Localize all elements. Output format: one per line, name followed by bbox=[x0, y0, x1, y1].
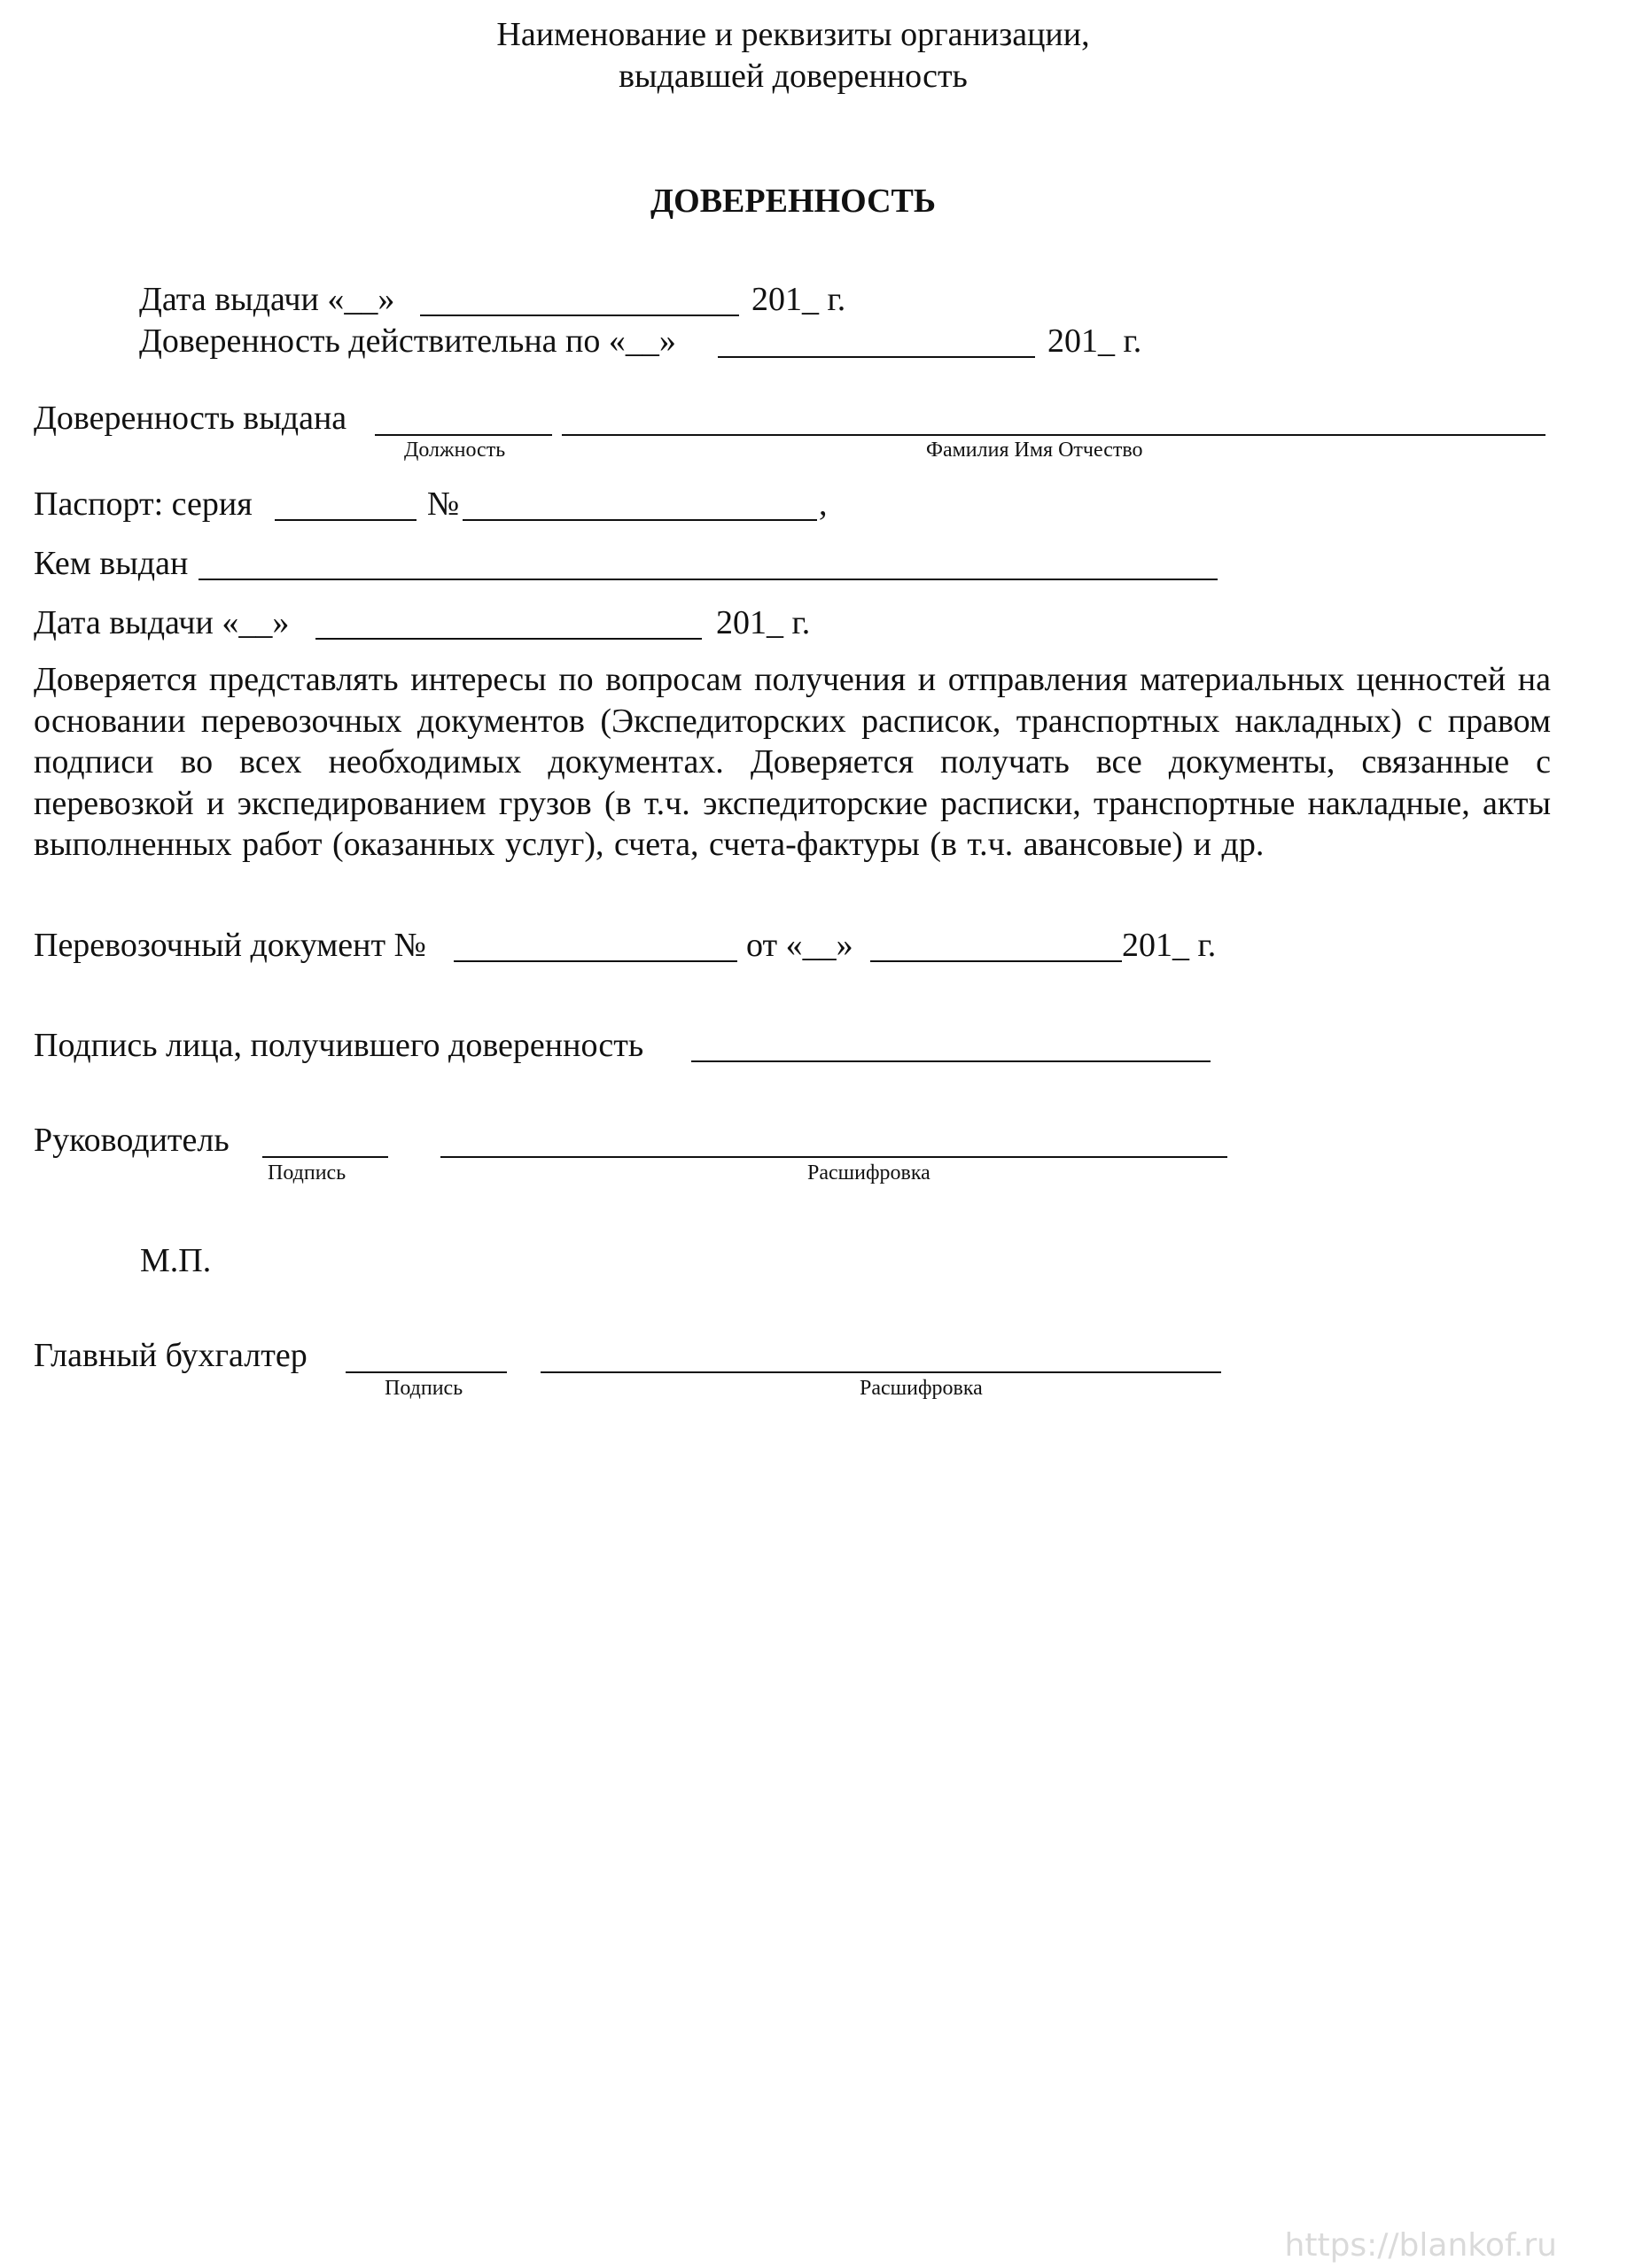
chief-accountant-signature-caption: Подпись bbox=[385, 1377, 463, 1400]
issued-to-label: Доверенность выдана bbox=[34, 400, 347, 437]
valid-until-year-suffix: 201_ г. bbox=[1047, 322, 1142, 360]
organization-header-line1: Наименование и реквизиты организации, bbox=[496, 16, 1090, 53]
site-watermark: https://blankof.ru bbox=[1284, 2227, 1557, 2264]
issued-by-label: Кем выдан bbox=[34, 545, 189, 582]
director-signature-caption: Подпись bbox=[268, 1161, 346, 1184]
document-title: ДОВЕРЕННОСТЬ bbox=[650, 183, 936, 220]
stamp-placeholder: М.П. bbox=[140, 1242, 212, 1279]
transport-doc-label: Перевозочный документ № bbox=[34, 927, 426, 964]
position-caption: Должность bbox=[404, 439, 506, 462]
organization-header-line2: выдавшей доверенность bbox=[619, 58, 968, 95]
issue-date-month-field[interactable] bbox=[420, 315, 739, 316]
transport-doc-year-suffix: 201_ г. bbox=[1122, 927, 1217, 964]
valid-until-month-field[interactable] bbox=[718, 356, 1035, 358]
transport-doc-number-field[interactable] bbox=[454, 960, 737, 962]
full-name-field[interactable] bbox=[562, 434, 1545, 436]
passport-number-label: № bbox=[427, 485, 460, 523]
chief-accountant-signature-field[interactable] bbox=[346, 1371, 507, 1373]
director-signature-field[interactable] bbox=[262, 1156, 388, 1158]
issue-date-label: Дата выдачи «__» bbox=[139, 281, 395, 318]
passport-date-label: Дата выдачи «__» bbox=[34, 604, 290, 641]
passport-series-field[interactable] bbox=[275, 519, 417, 521]
director-decoding-field[interactable] bbox=[440, 1156, 1227, 1158]
passport-comma: , bbox=[819, 485, 828, 523]
chief-accountant-decoding-field[interactable] bbox=[541, 1371, 1221, 1373]
valid-until-label: Доверенность действительна по «__» bbox=[139, 322, 676, 360]
director-decoding-caption: Расшифровка bbox=[807, 1161, 930, 1184]
passport-date-month-field[interactable] bbox=[315, 638, 702, 640]
transport-doc-month-field[interactable] bbox=[870, 960, 1122, 962]
recipient-signature-field[interactable] bbox=[691, 1060, 1211, 1062]
transport-doc-from-label: от «__» bbox=[746, 927, 853, 964]
position-field[interactable] bbox=[375, 434, 552, 436]
passport-series-label: Паспорт: серия bbox=[34, 485, 253, 523]
chief-accountant-label: Главный бухгалтер bbox=[34, 1337, 308, 1374]
director-label: Руководитель bbox=[34, 1122, 230, 1159]
chief-accountant-decoding-caption: Расшифровка bbox=[860, 1377, 983, 1400]
passport-date-year-suffix: 201_ г. bbox=[716, 604, 811, 641]
recipient-signature-label: Подпись лица, получившего доверенность bbox=[34, 1027, 644, 1064]
issued-by-field[interactable] bbox=[199, 579, 1218, 580]
full-name-caption: Фамилия Имя Отчество bbox=[926, 439, 1143, 462]
authorization-text: Доверяется представлять интересы по вопросам получения и отправления материальных ценностей на основании перевозочных документов (Экспедиторских расписок, транспортных накладных) с правом подписи во всех необходимых документах. Доверяется получать все документы, связанные с перевозкой и экспедированием грузов (в т.ч. экспедиторские расписки, транспортные накладные, акты выполненных работ (оказанных услуг), счета, счета-фактуры (в т.ч. авансовые) и др. bbox=[34, 661, 1551, 863]
passport-number-field[interactable] bbox=[463, 519, 817, 521]
issue-date-year-suffix: 201_ г. bbox=[751, 281, 846, 318]
